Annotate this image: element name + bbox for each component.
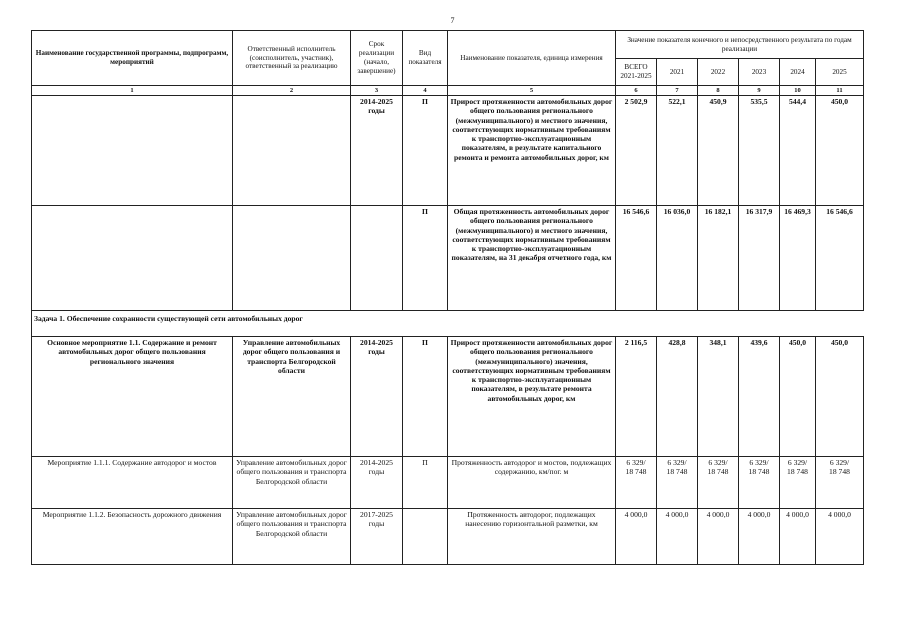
row-value: 4 000,0 [657, 509, 698, 565]
header-responsible: Ответственный исполнитель (соисполнитель, участник), ответственный за реализацию [233, 31, 351, 86]
row-value: 535,5 [739, 96, 780, 206]
column-number: 2 [233, 86, 351, 96]
row-value: 6 329/ 18 748 [780, 457, 816, 509]
row-name [32, 96, 233, 206]
column-number: 4 [403, 86, 448, 96]
row-indicator: Прирост протяженности автомобильных дорог общего пользования регионального (межмуниципального) и местного значения, соответствующих нормативным требованиям к транспортно-эксплуатационным показателям, в результате капитального ремонта и ремонта автомобильных дорог, км [448, 96, 616, 206]
column-number: 3 [351, 86, 403, 96]
row-value: 4 000,0 [780, 509, 816, 565]
column-number: 8 [698, 86, 739, 96]
row-value: 450,0 [816, 337, 864, 457]
header-name: Наименование государственной программы, подпрограмм, мероприятий [32, 31, 233, 86]
row-responsible: Управление автомобильных дорог общего пользования и транспорта Белгородской области [233, 509, 351, 565]
row-total: 16 546,6 [616, 206, 657, 311]
row-value: 16 317,9 [739, 206, 780, 311]
column-number: 10 [780, 86, 816, 96]
row-type: П [403, 337, 448, 457]
header-year: 2025 [816, 59, 864, 86]
row-name: Мероприятие 1.1.2. Безопасность дорожного движения [32, 509, 233, 565]
row-value: 450,0 [816, 96, 864, 206]
task-row [32, 311, 864, 337]
row-value: 16 546,6 [816, 206, 864, 311]
row-name [32, 206, 233, 311]
program-table [31, 30, 864, 565]
row-term: 2014-2025 годы [351, 337, 403, 457]
row-term: 2014-2025 годы [351, 457, 403, 509]
header-year: 2024 [780, 59, 816, 86]
header-year: 2022 [698, 59, 739, 86]
header-total: ВСЕГО 2021-2025 [616, 59, 657, 86]
header-year: 2021 [657, 59, 698, 86]
row-indicator: Протяженность автодорог, подлежащих нанесению горизонтальной разметки, км [448, 509, 616, 565]
header-values: Значение показателя конечного и непосредственного результата по годам реализации [616, 31, 864, 59]
table-row [32, 337, 864, 457]
row-type [403, 509, 448, 565]
row-type: П [403, 96, 448, 206]
row-value: 544,4 [780, 96, 816, 206]
row-value: 16 036,0 [657, 206, 698, 311]
page-number: 7 [450, 16, 455, 25]
table-row [32, 96, 864, 206]
column-number: 6 [616, 86, 657, 96]
row-value: 4 000,0 [739, 509, 780, 565]
row-name: Мероприятие 1.1.1. Содержание автодорог и мостов [32, 457, 233, 509]
row-value: 450,9 [698, 96, 739, 206]
row-total: 2 502,9 [616, 96, 657, 206]
row-value: 428,8 [657, 337, 698, 457]
row-value: 4 000,0 [816, 509, 864, 565]
row-indicator: Прирост протяженности автомобильных дорог общего пользования регионального (межмуниципального) значения, соответствующих нормативным требованиям к транспортно-эксплуатационным показателям, в результате ремонта автомобильных дорог, км [448, 337, 616, 457]
row-value: 6 329/ 18 748 [698, 457, 739, 509]
row-value: 16 182,1 [698, 206, 739, 311]
row-responsible: Управление автомобильных дорог общего пользования и транспорта Белгородской области [233, 337, 351, 457]
row-value: 450,0 [780, 337, 816, 457]
row-value: 16 469,3 [780, 206, 816, 311]
row-value: 6 329/ 18 748 [739, 457, 780, 509]
row-total: 4 000,0 [616, 509, 657, 565]
table-row [32, 509, 864, 565]
row-term: 2017-2025 годы [351, 509, 403, 565]
table-row [32, 206, 864, 311]
header-indicator: Наименование показателя, единица измерения [448, 31, 616, 86]
table-row [32, 457, 864, 509]
row-value: 6 329/ 18 748 [657, 457, 698, 509]
row-type: П [403, 206, 448, 311]
column-number: 11 [816, 86, 864, 96]
row-responsible: Управление автомобильных дорог общего пользования и транспорта Белгородской области [233, 457, 351, 509]
row-total: 2 116,5 [616, 337, 657, 457]
row-indicator: Общая протяженность автомобильных дорог общего пользования регионального (межмуниципального) и местного значения, соответствующих нормативным требованиям к транспортно-эксплуатационным показателям, на 31 декабря отчетного года, км [448, 206, 616, 311]
column-number: 9 [739, 86, 780, 96]
task-title: Задача 1. Обеспечение сохранности существующей сети автомобильных дорог [32, 311, 864, 337]
row-value: 4 000,0 [698, 509, 739, 565]
row-term: 2014-2025 годы [351, 96, 403, 206]
column-number: 1 [32, 86, 233, 96]
row-type: П [403, 457, 448, 509]
column-number: 5 [448, 86, 616, 96]
row-value: 348,1 [698, 337, 739, 457]
row-term [351, 206, 403, 311]
column-number: 7 [657, 86, 698, 96]
row-responsible [233, 206, 351, 311]
header-term: Срок реализации (начало, завершение) [351, 31, 403, 86]
row-name: Основное мероприятие 1.1. Содержание и ремонт автомобильных дорог общего пользования регионального значения [32, 337, 233, 457]
row-indicator: Протяженность автодорог и мостов, подлежащих содержанию, км/пог. м [448, 457, 616, 509]
row-value: 439,6 [739, 337, 780, 457]
row-value: 522,1 [657, 96, 698, 206]
row-responsible [233, 96, 351, 206]
row-value: 6 329/ 18 748 [816, 457, 864, 509]
header-type: Вид показателя [403, 31, 448, 86]
column-numbers-row [32, 86, 864, 96]
row-total: 6 329/ 18 748 [616, 457, 657, 509]
header-year: 2023 [739, 59, 780, 86]
